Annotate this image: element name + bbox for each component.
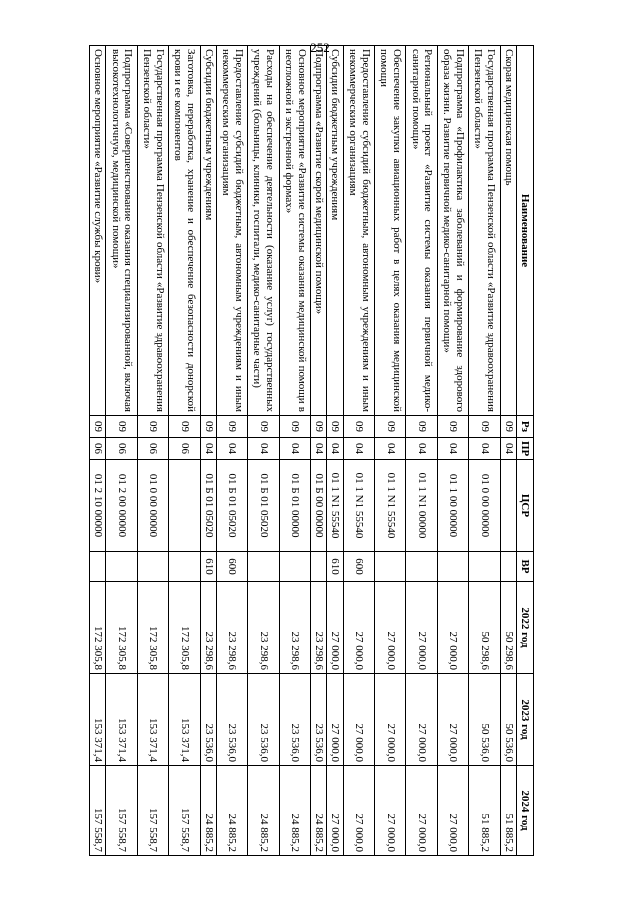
- cell-csr: 01 1 N1 55540: [343, 460, 374, 552]
- table-row: [106, 46, 137, 856]
- cell-y2023: 50 536,0: [469, 674, 500, 766]
- cell-csr: [500, 460, 516, 552]
- cell-vr: 610: [200, 552, 216, 582]
- cell-y2023: 23 536,0: [216, 674, 247, 766]
- cell-vr: [469, 552, 500, 582]
- cell-csr: 01 0 00 00000: [469, 460, 500, 552]
- table-row: [279, 46, 310, 856]
- table-row: [200, 46, 216, 856]
- header-2024: 2024 год: [517, 766, 534, 856]
- header-name: Наименование: [517, 46, 534, 416]
- cell-y2023: 153 371,4: [90, 674, 106, 766]
- cell-vr: [406, 552, 437, 582]
- cell-vr: 600: [343, 552, 374, 582]
- cell-y2023: 153 371,4: [169, 674, 200, 766]
- cell-rz: 09: [469, 416, 500, 438]
- header-pr: ПР: [517, 438, 534, 460]
- cell-y2022: 23 298,6: [200, 582, 216, 674]
- cell-name: Основное мероприятие «Развитие системы оказания медицинской помощи в неотложной и экстренной формах»: [279, 46, 310, 416]
- cell-pr: 04: [311, 438, 327, 460]
- header-vr: ВР: [517, 552, 534, 582]
- cell-pr: 04: [327, 438, 343, 460]
- budget-table: [89, 45, 534, 856]
- table-row: [248, 46, 279, 856]
- page-number: 252: [310, 40, 330, 55]
- cell-name: Предоставление субсидий бюджетным, автономным учреждениям и иным некоммерческим организациям: [216, 46, 247, 416]
- cell-y2023: 27 000,0: [343, 674, 374, 766]
- table-row: [437, 46, 468, 856]
- cell-pr: 04: [437, 438, 468, 460]
- cell-y2023: 153 371,4: [137, 674, 168, 766]
- cell-rz: 09: [200, 416, 216, 438]
- table-row: [216, 46, 247, 856]
- cell-name: Государственная программа Пензенской области «Развитие здравоохранения Пензенской области»: [137, 46, 168, 416]
- cell-y2024: 24 885,2: [200, 766, 216, 856]
- cell-y2023: 50 536,0: [500, 674, 516, 766]
- cell-pr: 06: [137, 438, 168, 460]
- cell-y2022: 27 000,0: [406, 582, 437, 674]
- table-row: [500, 46, 516, 856]
- cell-y2023: 23 536,0: [311, 674, 327, 766]
- cell-pr: 06: [169, 438, 200, 460]
- cell-y2022: 50 298,6: [500, 582, 516, 674]
- cell-name: Основное мероприятие «Развитие службы крови»: [90, 46, 106, 416]
- cell-pr: 04: [279, 438, 310, 460]
- table-header-row: [517, 46, 534, 856]
- cell-vr: [437, 552, 468, 582]
- cell-csr: 01 2 10 00000: [90, 460, 106, 552]
- cell-pr: 04: [500, 438, 516, 460]
- cell-y2022: 172 305,8: [169, 582, 200, 674]
- cell-pr: 06: [106, 438, 137, 460]
- cell-y2022: 172 305,8: [137, 582, 168, 674]
- cell-y2023: 23 536,0: [279, 674, 310, 766]
- cell-y2023: 153 371,4: [106, 674, 137, 766]
- cell-name: Предоставление субсидий бюджетным, автономным учреждениям и иным некоммерческим организациям: [343, 46, 374, 416]
- cell-name: Подпрограмма «Развитие скорой медицинской помощи»: [311, 46, 327, 416]
- cell-rz: 09: [90, 416, 106, 438]
- cell-rz: 09: [279, 416, 310, 438]
- cell-y2022: 27 000,0: [327, 582, 343, 674]
- table-row: [169, 46, 200, 856]
- cell-vr: [169, 552, 200, 582]
- cell-y2022: 23 298,6: [216, 582, 247, 674]
- cell-y2024: 27 000,0: [343, 766, 374, 856]
- cell-vr: [137, 552, 168, 582]
- header-2022: 2022 год: [517, 582, 534, 674]
- table-row: [137, 46, 168, 856]
- cell-pr: 04: [469, 438, 500, 460]
- header-2023: 2023 год: [517, 674, 534, 766]
- cell-y2023: 23 536,0: [248, 674, 279, 766]
- cell-y2022: 27 000,0: [343, 582, 374, 674]
- cell-y2022: 23 298,6: [311, 582, 327, 674]
- cell-y2023: 23 536,0: [200, 674, 216, 766]
- cell-name: Расходы на обеспечение деятельности (оказание услуг) государственных учреждений (больницы, клиники, госпитали, медико-санитарные части): [248, 46, 279, 416]
- cell-y2024: 157 558,7: [106, 766, 137, 856]
- budget-table-container: [89, 45, 534, 855]
- cell-csr: 01 2 00 00000: [106, 460, 137, 552]
- cell-csr: 01 Б 01 00000: [279, 460, 310, 552]
- cell-name: Заготовка, переработка, хранение и обеспечение безопасности донорской крови и ее компонентов: [169, 46, 200, 416]
- table-row: [311, 46, 327, 856]
- cell-rz: 09: [137, 416, 168, 438]
- cell-y2023: 27 000,0: [375, 674, 406, 766]
- cell-name: Обеспечение закупки авиационных работ в целях оказания медицинской помощи: [375, 46, 406, 416]
- cell-y2023: 27 000,0: [437, 674, 468, 766]
- cell-y2022: 23 298,6: [279, 582, 310, 674]
- cell-csr: 01 Б 01 05020: [216, 460, 247, 552]
- header-rz: Рз: [517, 416, 534, 438]
- cell-csr: 01 1 N1 00000: [406, 460, 437, 552]
- cell-rz: 09: [406, 416, 437, 438]
- cell-csr: 01 Б 01 05020: [200, 460, 216, 552]
- cell-rz: 09: [169, 416, 200, 438]
- cell-rz: 09: [375, 416, 406, 438]
- cell-name: Подпрограмма «Профилактика заболеваний и формирование здорового образа жизни. Развитие первичной медико-санитарной помощи»: [437, 46, 468, 416]
- cell-name: Государственная программа Пензенской области «Развитие здравоохранения Пензенской области»: [469, 46, 500, 416]
- cell-y2023: 27 000,0: [327, 674, 343, 766]
- cell-csr: 01 1 N1 55540: [327, 460, 343, 552]
- cell-rz: 09: [437, 416, 468, 438]
- cell-vr: [375, 552, 406, 582]
- cell-pr: 04: [248, 438, 279, 460]
- table-row: [469, 46, 500, 856]
- cell-name: Субсидии бюджетным учреждениям: [200, 46, 216, 416]
- table-row: [327, 46, 343, 856]
- cell-csr: 01 Б 01 05020: [248, 460, 279, 552]
- cell-rz: 09: [248, 416, 279, 438]
- table-row: [375, 46, 406, 856]
- cell-y2024: 24 885,2: [311, 766, 327, 856]
- cell-y2023: 27 000,0: [406, 674, 437, 766]
- cell-csr: 01 1 N1 55540: [375, 460, 406, 552]
- cell-y2024: 157 558,7: [169, 766, 200, 856]
- table-body: [90, 46, 517, 856]
- cell-pr: 04: [375, 438, 406, 460]
- header-csr: ЦСР: [517, 460, 534, 552]
- cell-pr: 04: [406, 438, 437, 460]
- cell-pr: 06: [90, 438, 106, 460]
- cell-vr: [106, 552, 137, 582]
- cell-y2024: 27 000,0: [437, 766, 468, 856]
- cell-y2024: 157 558,7: [137, 766, 168, 856]
- table-row: [90, 46, 106, 856]
- cell-rz: 09: [500, 416, 516, 438]
- cell-name: Скорая медицинская помощь: [500, 46, 516, 416]
- cell-vr: [90, 552, 106, 582]
- cell-rz: 09: [106, 416, 137, 438]
- cell-vr: [500, 552, 516, 582]
- cell-y2022: 172 305,8: [90, 582, 106, 674]
- cell-csr: [169, 460, 200, 552]
- cell-pr: 04: [216, 438, 247, 460]
- cell-pr: 04: [343, 438, 374, 460]
- cell-y2022: 27 000,0: [437, 582, 468, 674]
- cell-y2024: 51 885,2: [500, 766, 516, 856]
- cell-csr: 01 0 00 00000: [137, 460, 168, 552]
- cell-rz: 09: [343, 416, 374, 438]
- cell-vr: [311, 552, 327, 582]
- cell-y2024: 27 000,0: [327, 766, 343, 856]
- cell-y2022: 172 305,8: [106, 582, 137, 674]
- cell-y2024: 24 885,2: [216, 766, 247, 856]
- cell-y2022: 27 000,0: [375, 582, 406, 674]
- cell-y2022: 50 298,6: [469, 582, 500, 674]
- cell-vr: [248, 552, 279, 582]
- cell-rz: 09: [216, 416, 247, 438]
- cell-y2022: 23 298,6: [248, 582, 279, 674]
- cell-pr: 04: [200, 438, 216, 460]
- cell-y2024: 27 000,0: [406, 766, 437, 856]
- cell-y2024: 51 885,2: [469, 766, 500, 856]
- cell-csr: 01 Б 00 00000: [311, 460, 327, 552]
- cell-vr: 600: [216, 552, 247, 582]
- cell-name: Подпрограмма «Совершенствование оказания специализированной, включая высокотехнологичную, медицинской помощи»: [106, 46, 137, 416]
- cell-vr: 610: [327, 552, 343, 582]
- cell-rz: 09: [327, 416, 343, 438]
- cell-vr: [279, 552, 310, 582]
- cell-y2024: 24 885,2: [248, 766, 279, 856]
- cell-y2024: 24 885,2: [279, 766, 310, 856]
- table-row: [343, 46, 374, 856]
- cell-y2024: 157 558,7: [90, 766, 106, 856]
- cell-y2024: 27 000,0: [375, 766, 406, 856]
- table-row: [406, 46, 437, 856]
- cell-name: Региональный проект «Развитие системы оказания первичной медико-санитарной помощи»: [406, 46, 437, 416]
- cell-name: Субсидии бюджетным учреждениям: [327, 46, 343, 416]
- cell-csr: 01 1 00 00000: [437, 460, 468, 552]
- cell-rz: 09: [311, 416, 327, 438]
